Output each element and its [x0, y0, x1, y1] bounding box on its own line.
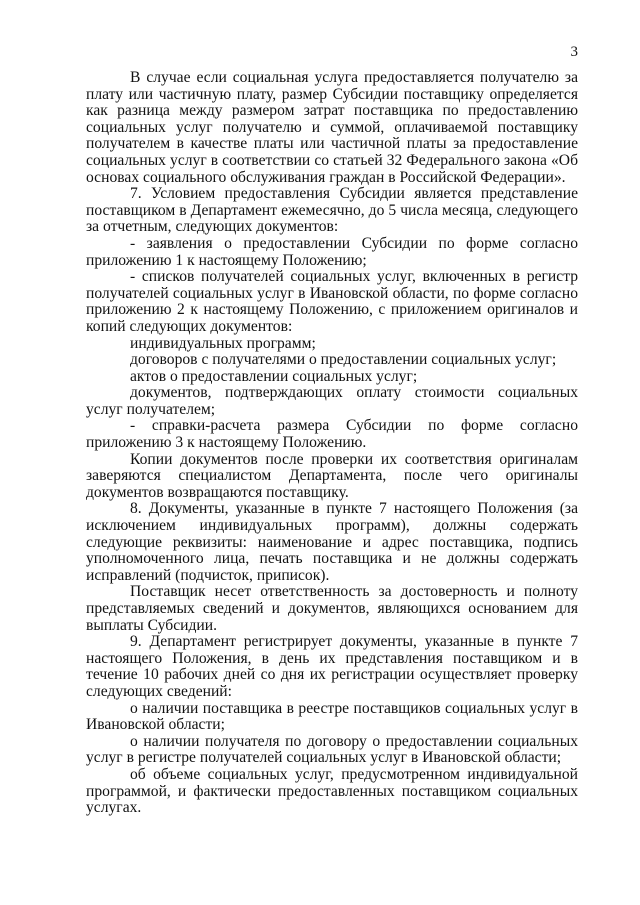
paragraph-subsidy-difference: В случае если социальная услуга предоставляется получателю за плату или частичную плату, размер Субсидии поставщику определяется как разница между размером затрат поставщика по предоставлению социальных услуг получателю и суммой, оплачиваемой поставщику получателем в качестве платы или частичной платы за предоставление социальных услуг в соответствии со статьей 32 Федерального закона «Об основах социального обслуживания граждан в Российской Федерации».	[86, 69, 578, 186]
list-item-individual-programs: индивидуальных программ;	[130, 334, 316, 352]
list-item-recipient-lists: - списков получателей социальных услуг, включенных в регистр получателей социальных услуг в Ивановской области, по форме согласно приложению 2 к настоящему Положению, с приложением оригиналов и копий следующих документов:	[86, 268, 578, 335]
paragraph-item-9: 9. Департамент регистрирует документы, указанные в пункте 7 настоящего Положения, в день их представления поставщиком и в течение 10 рабочих дней со дня их регистрации осуществляет проверку следующих сведений:	[86, 633, 578, 700]
document-body	[86, 70, 578, 817]
list-item-volume-check: об объеме социальных услуг, предусмотренном индивидуальной программой, и фактически предоставленных поставщиком социальных услугах.	[86, 765, 578, 817]
list-item-registry-check: о наличии поставщика в реестре поставщиков социальных услуг в Ивановской области;	[86, 699, 578, 734]
paragraph-copies-certified: Копии документов после проверки их соответствия оригиналам заверяются специалистом Департамента, после чего оригиналы документов возвращаются поставщику.	[86, 450, 578, 501]
paragraph-item-8: 8. Документы, указанные в пункте 7 настоящего Положения (за исключением индивидуальных программ), должны содержать следующие реквизиты: наименование и адрес поставщика, подпись уполномоченного лица, печать поставщика и не должны содержать исправлений (подчисток, приписок).	[86, 500, 578, 584]
list-item-payment-documents: документов, подтверждающих оплату стоимости социальных услуг получателем;	[86, 384, 578, 418]
list-item-application: - заявления о предоставлении Субсидии по форме согласно приложению 1 к настоящему Положению;	[86, 234, 578, 269]
page-number: 3	[570, 44, 578, 60]
paragraph-item-7: 7. Условием предоставления Субсидии является представление поставщиком в Департамент ежемесячно, до 5 числа месяца, следующего за отчетным, следующих документов:	[86, 185, 578, 236]
list-item-calculation: - справки-расчета размера Субсидии по форме согласно приложению 3 к настоящему Положению.	[86, 417, 578, 452]
list-item-recipient-check: о наличии получателя по договору о предоставлении социальных услуг в регистре получателей социальных услуг в Ивановской области;	[86, 732, 578, 767]
list-item-acts: актов о предоставлении социальных услуг;	[130, 367, 418, 385]
paragraph-responsibility: Поставщик несет ответственность за достоверность и полноту представляемых сведений и документов, являющихся основанием для выплаты Субсидии.	[86, 583, 578, 634]
list-item-contracts: договоров с получателями о предоставлении социальных услуг;	[130, 351, 557, 369]
